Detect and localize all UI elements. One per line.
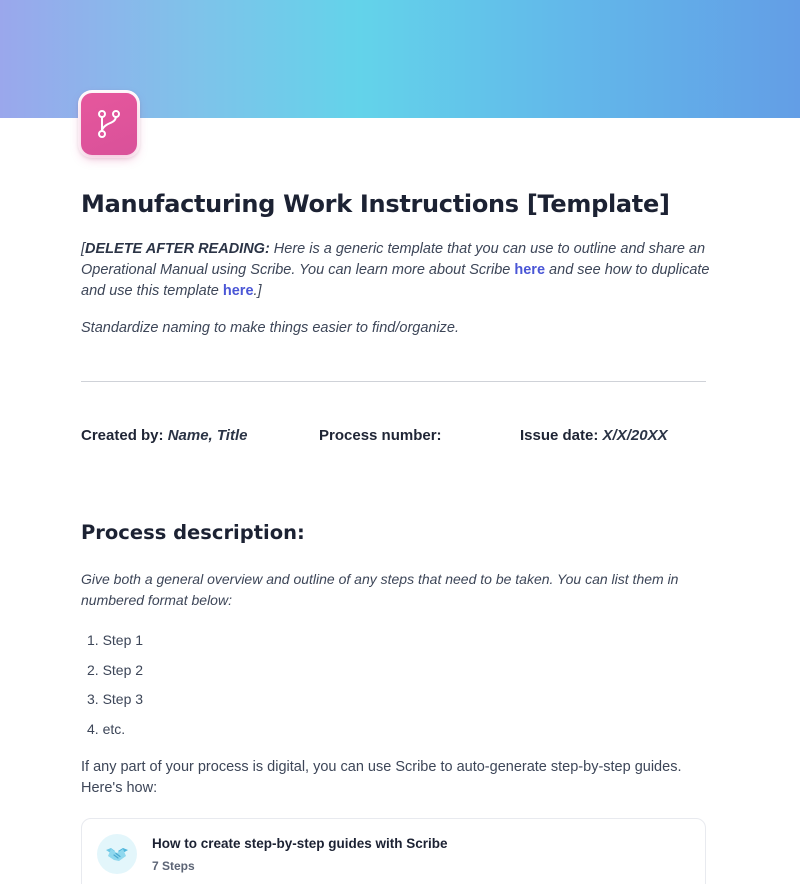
list-item: 1. Step 1 (87, 632, 144, 648)
branch-icon (81, 93, 137, 155)
process-description-text: Give both a general overview and outline of any steps that need to be taken. You can list them in numbered format below: (81, 571, 679, 608)
created-by-value: Name, Title (167, 427, 248, 444)
intro-paragraph: [DELETE AFTER READING: Here is a generic template that you can use to outline and share an Operational Manual using Scribe. You can learn more about Scribe here and see how to duplicate and use this template here.] (81, 241, 710, 299)
naming-note: Standardize naming to make things easier to find/organize. (81, 320, 460, 336)
issue-date: Issue date: X/X/20XX (520, 427, 668, 444)
page-title: Manufacturing Work Instructions [Template] (81, 190, 670, 218)
delete-label: DELETE AFTER READING: (85, 241, 270, 257)
issue-date-value: X/X/20XX (602, 427, 668, 444)
learn-more-link[interactable]: here (514, 262, 546, 278)
created-by: Created by: Name, Title (81, 427, 248, 444)
list-item: 3. Step 3 (87, 691, 144, 707)
digital-process-text: If any part of your process is digital, you can use Scribe to auto-generate step-by-step guides. Here's how: (81, 759, 682, 796)
process-description-heading: Process description: (81, 521, 305, 544)
process-number: Process number: (319, 427, 442, 444)
list-item: 2. Step 2 (87, 661, 144, 678)
list-item: 4. etc. (87, 720, 126, 737)
guide-card[interactable] (81, 818, 706, 884)
steps-list (87, 630, 143, 748)
handshake-icon (97, 834, 137, 874)
duplicate-template-link[interactable]: here (222, 283, 254, 299)
guide-step-count: 7 Steps (152, 859, 195, 873)
guide-title: How to create step-by-step guides with Scribe (152, 836, 448, 851)
divider (81, 381, 706, 382)
document-icon[interactable] (78, 90, 140, 158)
